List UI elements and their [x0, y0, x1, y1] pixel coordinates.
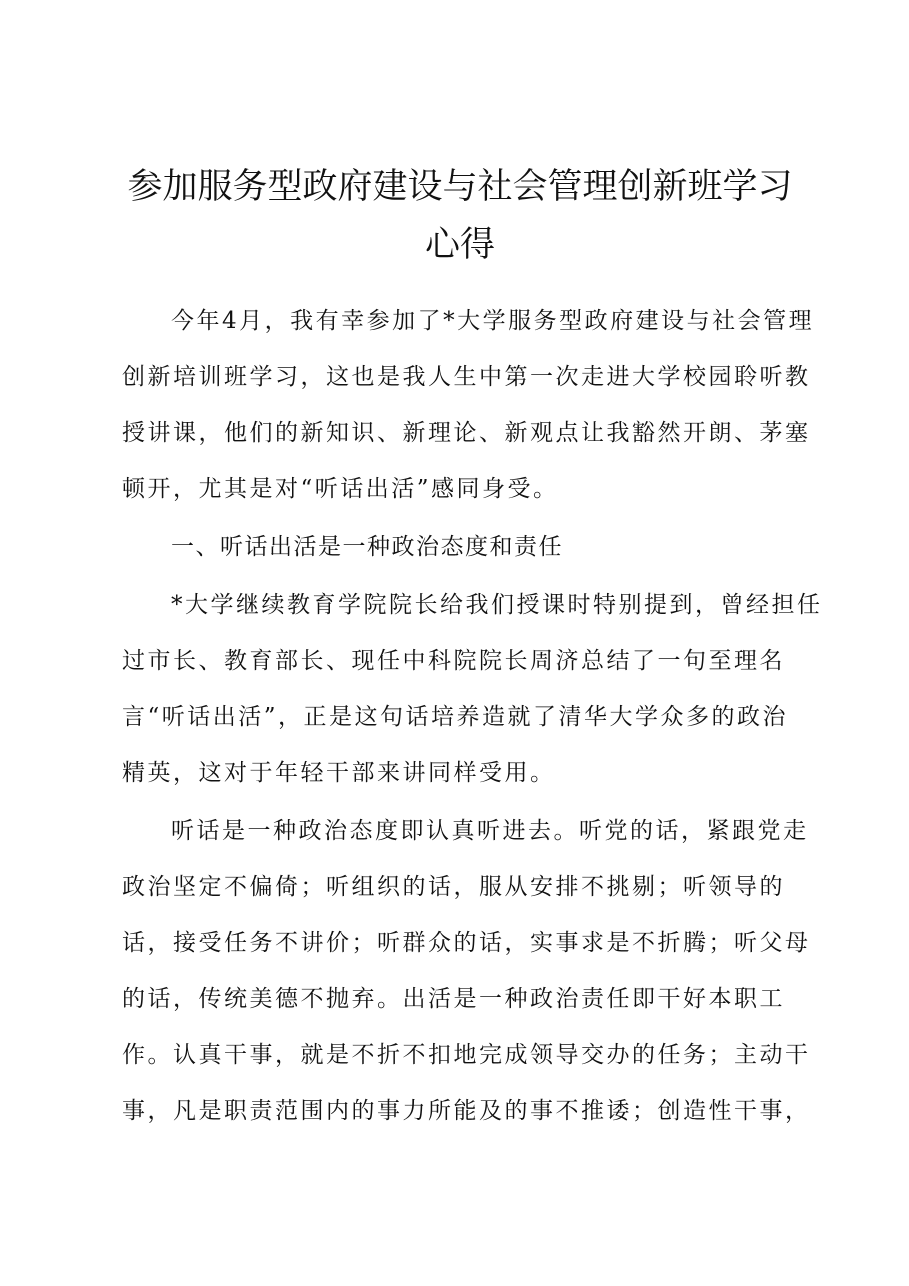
paragraph-line: 顿开，尤其是对“听话出活”感同身受。 [122, 476, 559, 502]
section-heading: 一、听话出活是一种政治态度和责任 [171, 534, 563, 560]
paragraph-line: 事，凡是职责范围内的事力所能及的事不推诿；创造性干事， [122, 1098, 811, 1124]
paragraph-line: 听话是一种政治态度即认真听进去。听党的话，紧跟党走 [171, 818, 809, 844]
paragraph-line: 精英，这对于年轻干部来讲同样受用。 [122, 760, 556, 786]
paragraph-line: 言“听话出活”，正是这句话培养造就了清华大学众多的政治 [122, 704, 789, 730]
paragraph-line: 创新培训班学习，这也是我人生中第一次走进大学校园聆听教 [122, 364, 811, 390]
document-title: 参加服务型政府建设与社会管理创新班学习心得 [127, 167, 793, 265]
paragraph-line: 的话，传统美德不抛弃。出活是一种政治责任即干好本职工 [122, 986, 785, 1012]
paragraph-line: 授讲课，他们的新知识、新理论、新观点让我豁然开朗、茅塞 [122, 420, 811, 446]
paragraph-line: 话，接受任务不讲价；听群众的话，实事求是不折腾；听父母 [122, 930, 811, 956]
paragraph-line: 今年4月，我有幸参加了*大学服务型政府建设与社会管理 [171, 308, 815, 334]
paragraph-line: *大学继续教育学院院长给我们授课时特别提到，曾经担任 [171, 592, 823, 618]
paragraph-line: 作。认真干事，就是不折不扣地完成领导交办的任务；主动干 [122, 1042, 811, 1068]
paragraph-line: 过市长、教育部长、现任中科院院长周济总结了一句至理名 [122, 648, 785, 674]
paragraph-line: 政治坚定不偏倚；听组织的话，服从安排不挑剔；听领导的 [122, 874, 785, 900]
